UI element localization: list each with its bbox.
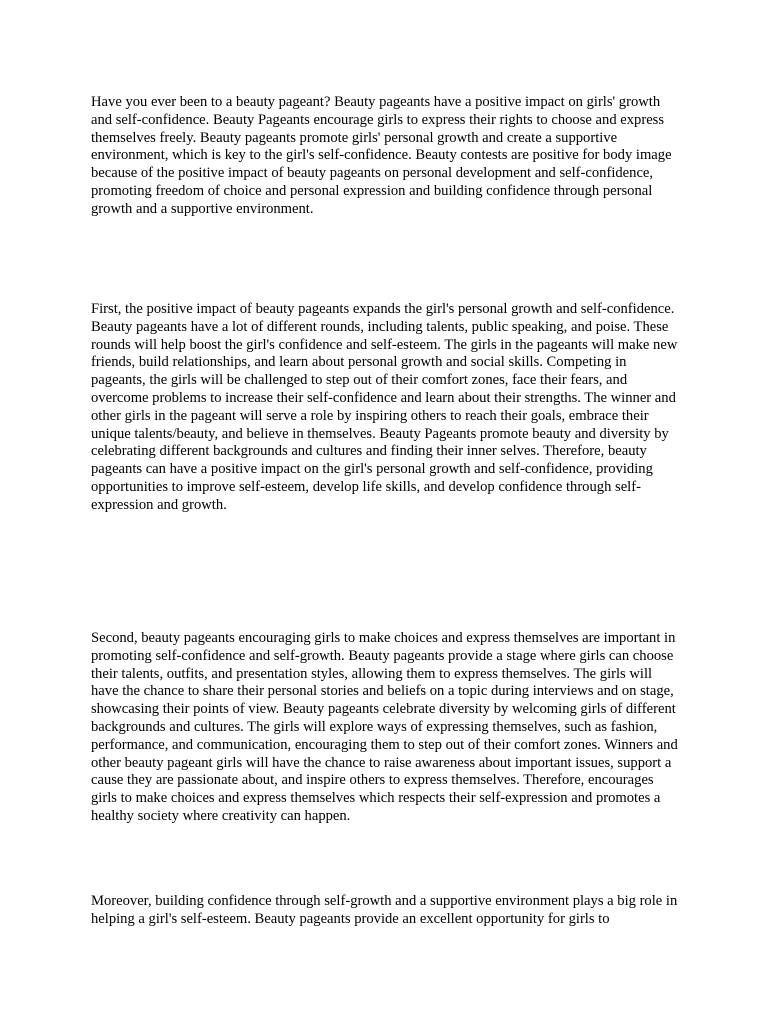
- paragraph-first-point: First, the positive impact of beauty pageants expands the girl's personal growth and self-confidence. Beauty pageants have a lot of different rounds, including talents, public speaking, and poise. These rounds will help boost the girl's confidence and self-esteem. The girls in the pageants will make new friends, build relationships, and learn about personal growth and social skills. Competing in pageants, the girls will be challenged to step out of their comfort zones, face their fears, and overcome problems to increase their self-confidence and learn about their strengths. The winner and other girls in the pageant will serve a role by inspiring others to reach their goals, embrace their unique talents/beauty, and believe in themselves. Beauty Pageants promote beauty and diversity by celebrating different backgrounds and cultures and finding their inner selves. Therefore, beauty pageants can have a positive impact on the girl's personal growth and self-confidence, providing opportunities to improve self-esteem, develop life skills, and develop confidence through self-expression and growth.: [91, 301, 678, 513]
- paragraph-moreover: Moreover, building confidence through self-growth and a supportive environment plays a big role in helping a girl's self-esteem. Beauty pageants provide an excellent opportunity for girls to: [91, 893, 678, 927]
- paragraph-intro: Have you ever been to a beauty pageant? Beauty pageants have a positive impact on girls' growth and self-confidence. Beauty Pageants encourage girls to express their rights to choose and express themselves freely. Beauty pageants promote girls' personal growth and create a supportive environment, which is key to the girl's self-confidence. Beauty contests are positive for body image because of the positive impact of beauty pageants on personal development and self-confidence, promoting freedom of choice and personal expression and building confidence through personal growth and a supportive environment.: [91, 94, 672, 217]
- paragraph-second-point: Second, beauty pageants encouraging girls to make choices and express themselves are important in promoting self-confidence and self-growth. Beauty pageants provide a stage where girls can choose their talents, outfits, and presentation styles, allowing them to express themselves. The girls will have the chance to share their personal stories and beliefs on a topic during interviews and on stage, showcasing their points of view. Beauty pageants celebrate diversity by welcoming girls of different backgrounds and cultures. The girls will explore ways of expressing themselves, such as fashion, performance, and communication, encouraging them to step out of their comfort zones. Winners and other beauty pageant girls will have the chance to raise awareness about important issues, support a cause they are passionate about, and inspire others to express themselves. Therefore, encourages girls to make choices and express themselves which respects their self-expression and promotes a healthy society where creativity can happen.: [91, 630, 678, 824]
